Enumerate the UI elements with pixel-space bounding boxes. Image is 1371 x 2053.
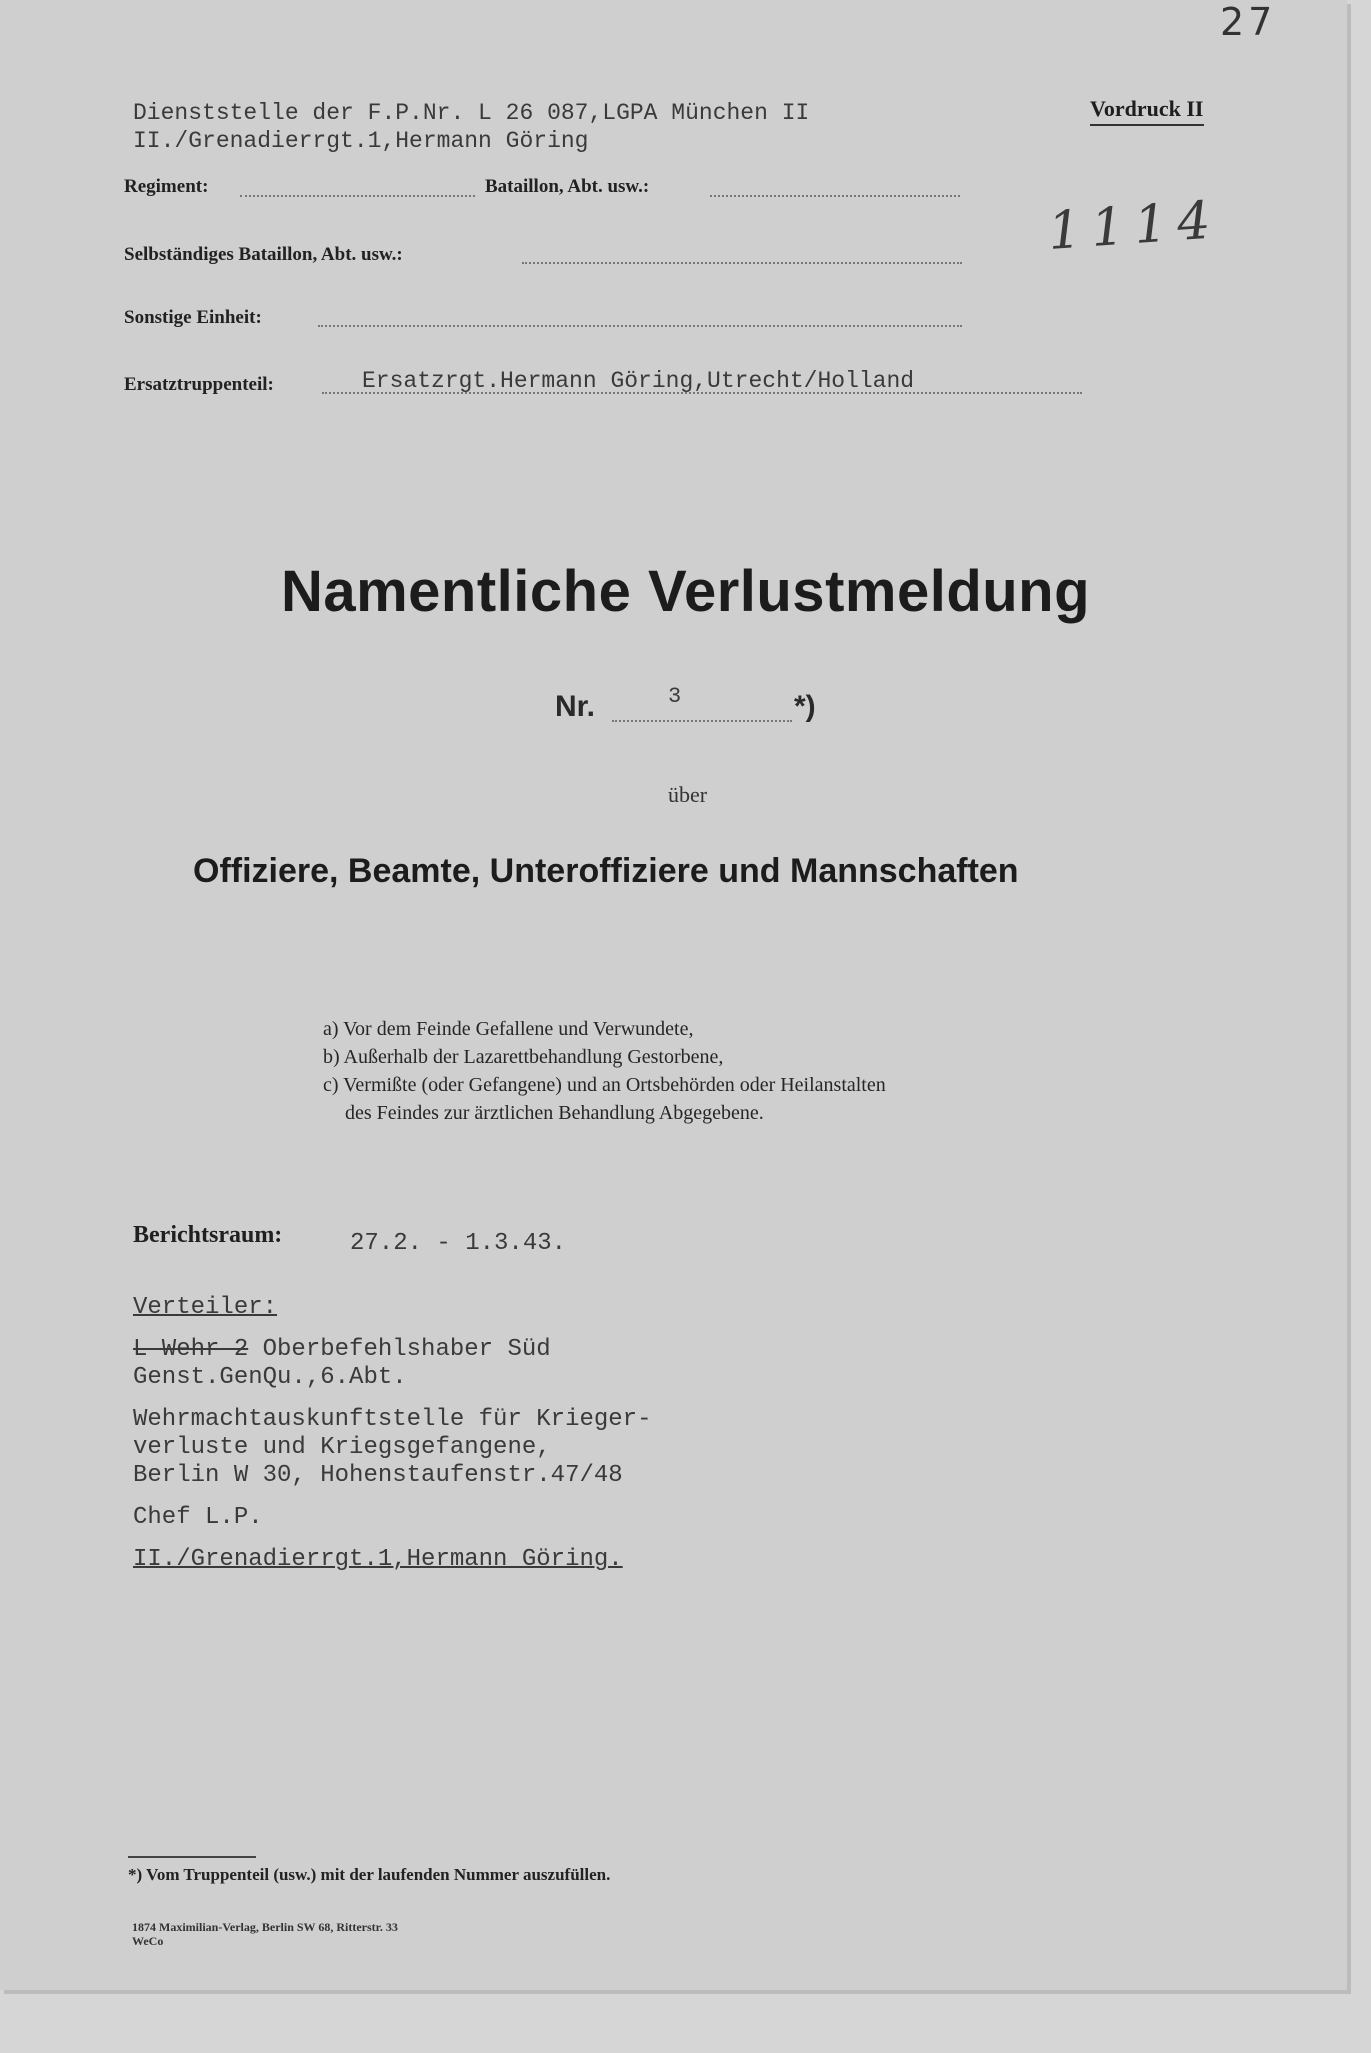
document-subtitle: Offiziere, Beamte, Unteroffiziere und Mannschaften — [193, 852, 1019, 890]
sonstige-einheit-field — [318, 325, 962, 327]
verteiler-entry-6: Chef L.P. — [133, 1504, 263, 1531]
bataillon-label: Bataillon, Abt. usw.: — [485, 176, 650, 197]
berichtsraum-value: 27.2. - 1.3.43. — [350, 1230, 567, 1257]
verteiler-entry-5: Berlin W 30, Hohenstaufenstr.47/48 — [133, 1462, 623, 1489]
form-label: Vordruck II — [1090, 96, 1204, 126]
verteiler-entry-7: II./Grenadierrgt.1,Hermann Göring. — [133, 1546, 623, 1573]
verteiler-list — [133, 1336, 651, 1574]
number-value: 3 — [668, 684, 682, 709]
ersatztruppenteil-value: Ersatzrgt.Hermann Göring,Utrecht/Holland — [362, 368, 915, 394]
document-title: Namentliche Verlustmeldung — [280, 559, 1091, 624]
category-item-c: c) Vermißte (oder Gefangene) und an Ortsbehörden oder Heilanstalten — [323, 1074, 886, 1096]
printer-line-2: WeCo — [132, 1934, 164, 1948]
sonstige-einheit-label: Sonstige Einheit: — [124, 307, 262, 328]
verteiler-struck-entry: L Wehr 2 — [133, 1336, 249, 1363]
category-item-a: a) Vor dem Feinde Gefallene und Verwundete, — [323, 1018, 694, 1040]
number-suffix: *) — [794, 690, 816, 723]
footnote-rule — [128, 1856, 256, 1858]
verteiler-label: Verteiler: — [133, 1294, 278, 1321]
regiment-label: Regiment: — [124, 176, 209, 197]
selbstaendiges-bataillon-label: Selbständiges Bataillon, Abt. usw.: — [124, 244, 403, 265]
category-item-c-cont: des Feindes zur ärztlichen Behandlung Abgegebene. — [345, 1102, 764, 1124]
verteiler-entry-1: Oberbefehlshaber Süd — [262, 1336, 551, 1363]
regiment-field — [240, 195, 475, 197]
header-line-1: Dienststelle der F.P.Nr. L 26 087,LGPA München II — [133, 100, 810, 126]
verteiler-entry-3: Wehrmachtauskunftstelle für Krieger- — [133, 1406, 652, 1433]
verteiler-entry-2: Genst.GenQu.,6.Abt. — [133, 1364, 407, 1391]
category-list — [323, 1015, 886, 1127]
footnote: *) Vom Truppenteil (usw.) mit der laufenden Nummer auszufüllen. — [128, 1865, 611, 1884]
header-line-2: II./Grenadierrgt.1,Hermann Göring — [133, 128, 589, 154]
page-number: 27 — [1220, 0, 1277, 44]
berichtsraum-label: Berichtsraum: — [133, 1222, 283, 1248]
verteiler-entry-4: verluste und Kriegsgefangene, — [133, 1434, 551, 1461]
selbstaendiges-bataillon-field — [522, 262, 962, 264]
ueber-text: über — [668, 782, 708, 807]
ersatztruppenteil-label: Ersatztruppenteil: — [124, 374, 274, 395]
handwritten-mark: 1114 — [1046, 190, 1223, 262]
category-item-b: b) Außerhalb der Lazarettbehandlung Gestorbene, — [323, 1046, 724, 1068]
printer-line-1: 1874 Maximilian-Verlag, Berlin SW 68, Ritterstr. 33 — [132, 1920, 398, 1934]
printer-info — [132, 1920, 398, 1948]
bataillon-field — [710, 195, 960, 197]
number-field — [612, 720, 792, 722]
number-prefix: Nr. — [555, 690, 596, 723]
